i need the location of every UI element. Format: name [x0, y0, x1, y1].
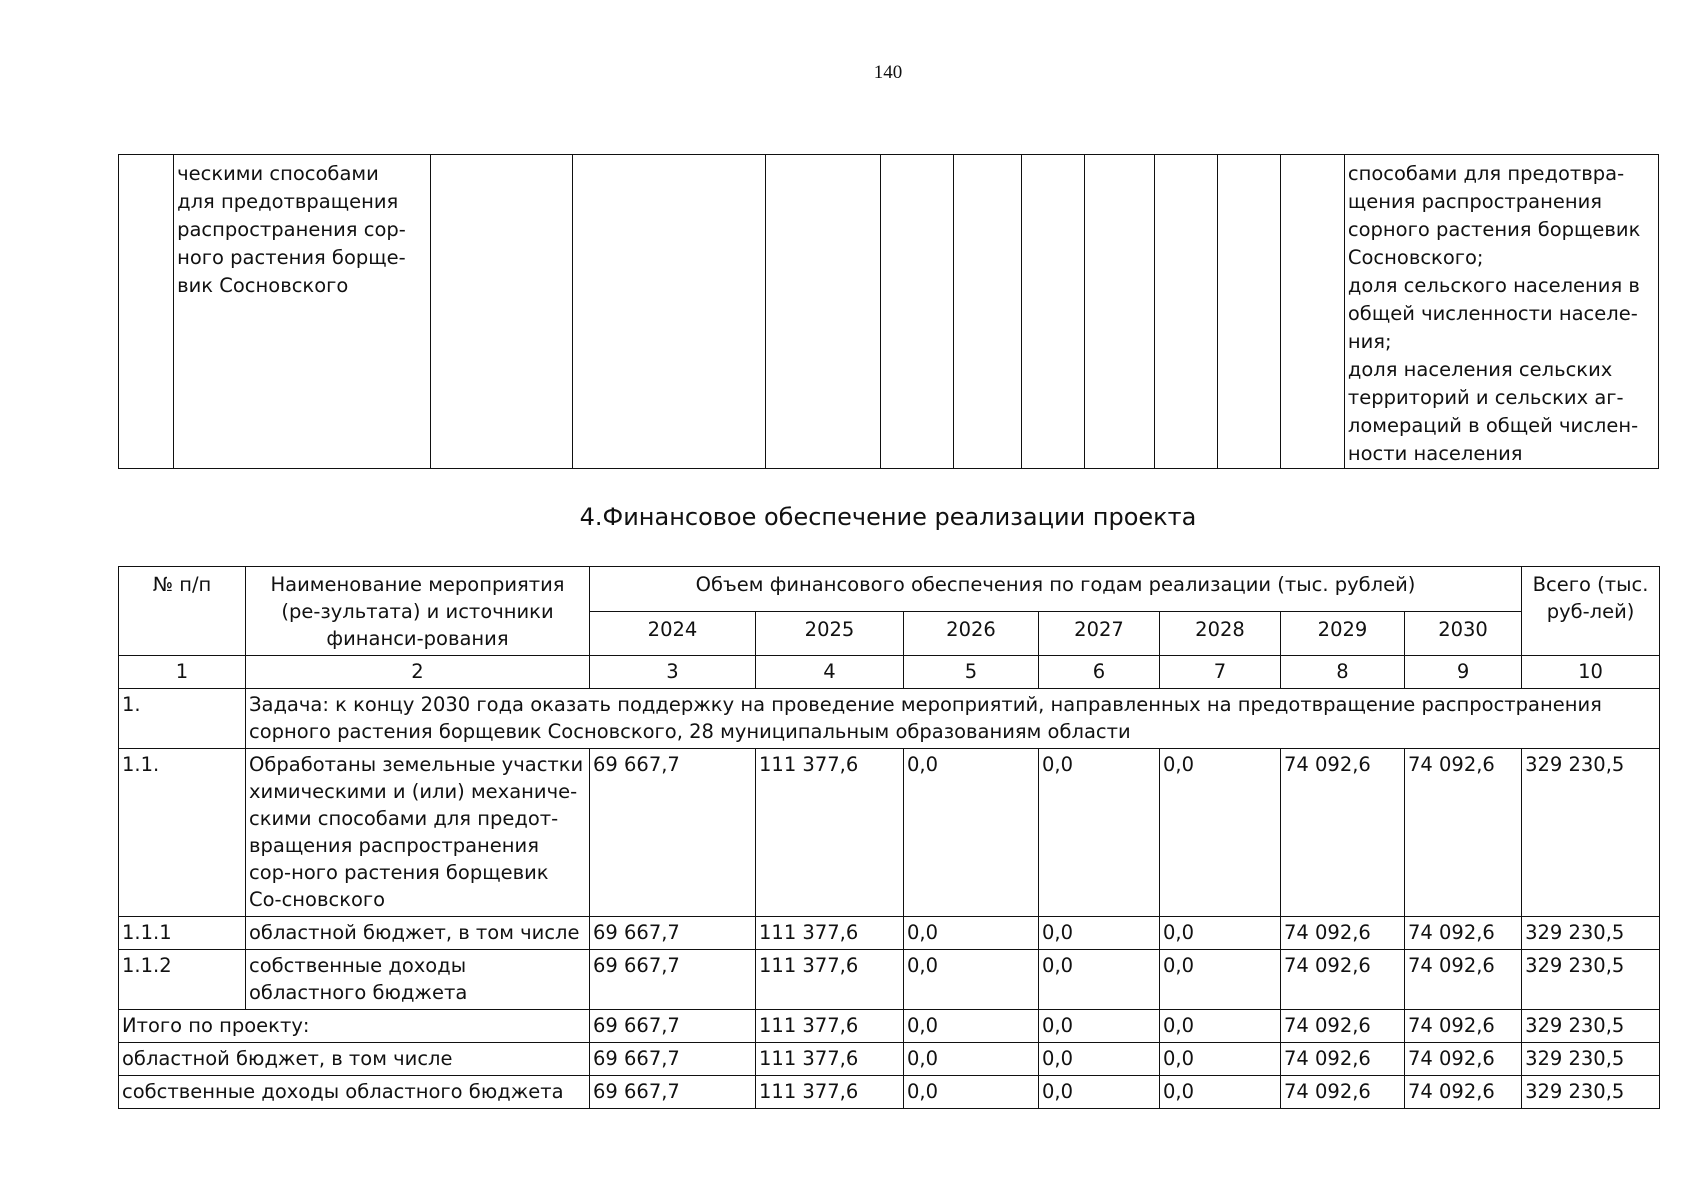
header-row	[119, 567, 1660, 612]
value-cell: 0,0	[1039, 917, 1160, 950]
row-num: 1.1.	[119, 749, 246, 917]
text-line: распространения сор-	[177, 218, 406, 241]
value-cell: 111 377,6	[756, 749, 904, 917]
value-cell: 74 092,6	[1405, 1076, 1522, 1109]
value-cell: 0,0	[904, 917, 1039, 950]
value-cell: 0,0	[904, 749, 1039, 917]
value-cell: 74 092,6	[1281, 749, 1405, 917]
value-cell: 0,0	[904, 1043, 1039, 1076]
total-label: областной бюджет, в том числе	[119, 1043, 590, 1076]
total-label: собственные доходы областного бюджета	[119, 1076, 590, 1109]
row-num: 1.1.1	[119, 917, 246, 950]
value-cell: 0,0	[904, 1010, 1039, 1043]
total-label: Итого по проекту:	[119, 1010, 590, 1043]
section-title: 4.Финансовое обеспечение реализации проекта	[579, 503, 1197, 531]
table-row	[119, 917, 1660, 950]
text-line: доля населения сельских	[1347, 358, 1613, 381]
text-line: способами для предотвра-	[1347, 162, 1625, 185]
continuation-row	[119, 155, 1659, 469]
value-cell: 111 377,6	[756, 917, 904, 950]
task-num: 1.	[119, 689, 246, 749]
value-cell: 74 092,6	[1405, 1010, 1522, 1043]
column-number: 6	[1039, 656, 1160, 689]
value-cell: 111 377,6	[756, 1010, 904, 1043]
value-cell: 0,0	[1160, 1043, 1281, 1076]
value-cell: 74 092,6	[1281, 917, 1405, 950]
page-number: 140	[873, 62, 903, 83]
table-row	[119, 950, 1660, 1010]
value-cell: 111 377,6	[756, 950, 904, 1010]
text-line: территорий и сельских аг-	[1347, 386, 1624, 409]
value-cell: 74 092,6	[1281, 1076, 1405, 1109]
column-number: 2	[246, 656, 590, 689]
text-line: Сосновского;	[1347, 246, 1484, 269]
text-line: ности населения	[1347, 442, 1523, 465]
cell-empty	[1084, 155, 1154, 469]
column-number: 5	[904, 656, 1039, 689]
cell-empty	[881, 155, 954, 469]
column-number: 9	[1405, 656, 1522, 689]
text-line: щения распространения	[1347, 190, 1603, 213]
column-number: 7	[1160, 656, 1281, 689]
header-name: Наименование мероприятия (ре-зультата) и источники финанси-рования	[246, 567, 590, 656]
column-number: 8	[1281, 656, 1405, 689]
value-cell: 69 667,7	[590, 950, 756, 1010]
header-year: 2028	[1160, 611, 1281, 656]
text-line: сорного растения борщевик	[1347, 218, 1641, 241]
value-cell: 329 230,5	[1522, 1076, 1660, 1109]
text-line: ломераций в общей числен-	[1347, 414, 1639, 437]
value-cell: 0,0	[1039, 749, 1160, 917]
task-row	[119, 689, 1660, 749]
value-cell: 74 092,6	[1405, 917, 1522, 950]
header-year: 2024	[590, 611, 756, 656]
text-line: для предотвращения	[177, 190, 399, 213]
value-cell: 0,0	[1039, 1010, 1160, 1043]
value-cell: 69 667,7	[590, 1076, 756, 1109]
cell-empty	[1154, 155, 1217, 469]
column-number: 10	[1522, 656, 1660, 689]
value-cell: 111 377,6	[756, 1076, 904, 1109]
text-line: доля сельского населения в	[1347, 274, 1640, 297]
value-cell: 74 092,6	[1281, 1043, 1405, 1076]
column-number-row	[119, 656, 1660, 689]
financing-table	[118, 566, 1660, 1109]
value-cell: 0,0	[904, 950, 1039, 1010]
value-cell: 69 667,7	[590, 1010, 756, 1043]
cell-empty	[1218, 155, 1281, 469]
value-cell: 0,0	[1039, 1043, 1160, 1076]
cell-empty	[573, 155, 765, 469]
value-cell: 74 092,6	[1405, 749, 1522, 917]
value-cell: 69 667,7	[590, 749, 756, 917]
table-row	[119, 749, 1660, 917]
cell-empty	[430, 155, 572, 469]
column-number: 3	[590, 656, 756, 689]
value-cell: 329 230,5	[1522, 950, 1660, 1010]
total-row	[119, 1076, 1660, 1109]
text-line: ния;	[1347, 330, 1392, 353]
value-cell: 0,0	[1039, 1076, 1160, 1109]
value-cell: 329 230,5	[1522, 1010, 1660, 1043]
cell-empty	[1021, 155, 1084, 469]
text-line: вик Сосновского	[177, 274, 349, 297]
value-cell: 329 230,5	[1522, 917, 1660, 950]
row-name: собственные доходы областного бюджета	[246, 950, 590, 1010]
value-cell: 329 230,5	[1522, 1043, 1660, 1076]
indicator-cell	[1344, 155, 1658, 469]
cell-empty	[119, 155, 174, 469]
header-year: 2027	[1039, 611, 1160, 656]
row-name: Обработаны земельные участки химическими и (или) механиче-скими способами для предот-вращения распространения сор-ного растения борщевик Со-сновского	[246, 749, 590, 917]
value-cell: 69 667,7	[590, 917, 756, 950]
total-row	[119, 1010, 1660, 1043]
continuation-table	[118, 154, 1659, 469]
header-year: 2029	[1281, 611, 1405, 656]
header-year: 2025	[756, 611, 904, 656]
row-name: областной бюджет, в том числе	[246, 917, 590, 950]
column-number: 1	[119, 656, 246, 689]
text-line: ного растения борще-	[177, 246, 406, 269]
text-line: ческими способами	[177, 162, 379, 185]
cell-empty	[953, 155, 1021, 469]
value-cell: 0,0	[1160, 749, 1281, 917]
header-volume: Объем финансового обеспечения по годам реализации (тыс. рублей)	[590, 567, 1522, 612]
value-cell: 0,0	[1160, 1076, 1281, 1109]
header-num: № п/п	[119, 567, 246, 656]
value-cell: 74 092,6	[1405, 1043, 1522, 1076]
value-cell: 74 092,6	[1281, 950, 1405, 1010]
row-num: 1.1.2	[119, 950, 246, 1010]
task-text: Задача: к концу 2030 года оказать поддержку на проведение мероприятий, направленных на предотвращение распространения сорного растения борщевик Сосновского, 28 муниципальным образованиям области	[246, 689, 1660, 749]
header-year: 2026	[904, 611, 1039, 656]
value-cell: 0,0	[1160, 917, 1281, 950]
value-cell: 0,0	[1039, 950, 1160, 1010]
value-cell: 69 667,7	[590, 1043, 756, 1076]
value-cell: 0,0	[1160, 950, 1281, 1010]
text-line: общей численности населе-	[1347, 302, 1638, 325]
header-total: Всего (тыс. руб-лей)	[1522, 567, 1660, 656]
column-number: 4	[756, 656, 904, 689]
cell-empty	[1281, 155, 1344, 469]
header-year: 2030	[1405, 611, 1522, 656]
value-cell: 0,0	[904, 1076, 1039, 1109]
value-cell: 0,0	[1160, 1010, 1281, 1043]
value-cell: 329 230,5	[1522, 749, 1660, 917]
value-cell: 111 377,6	[756, 1043, 904, 1076]
measure-name-cell	[174, 155, 431, 469]
cell-empty	[765, 155, 880, 469]
value-cell: 74 092,6	[1405, 950, 1522, 1010]
total-row	[119, 1043, 1660, 1076]
value-cell: 74 092,6	[1281, 1010, 1405, 1043]
